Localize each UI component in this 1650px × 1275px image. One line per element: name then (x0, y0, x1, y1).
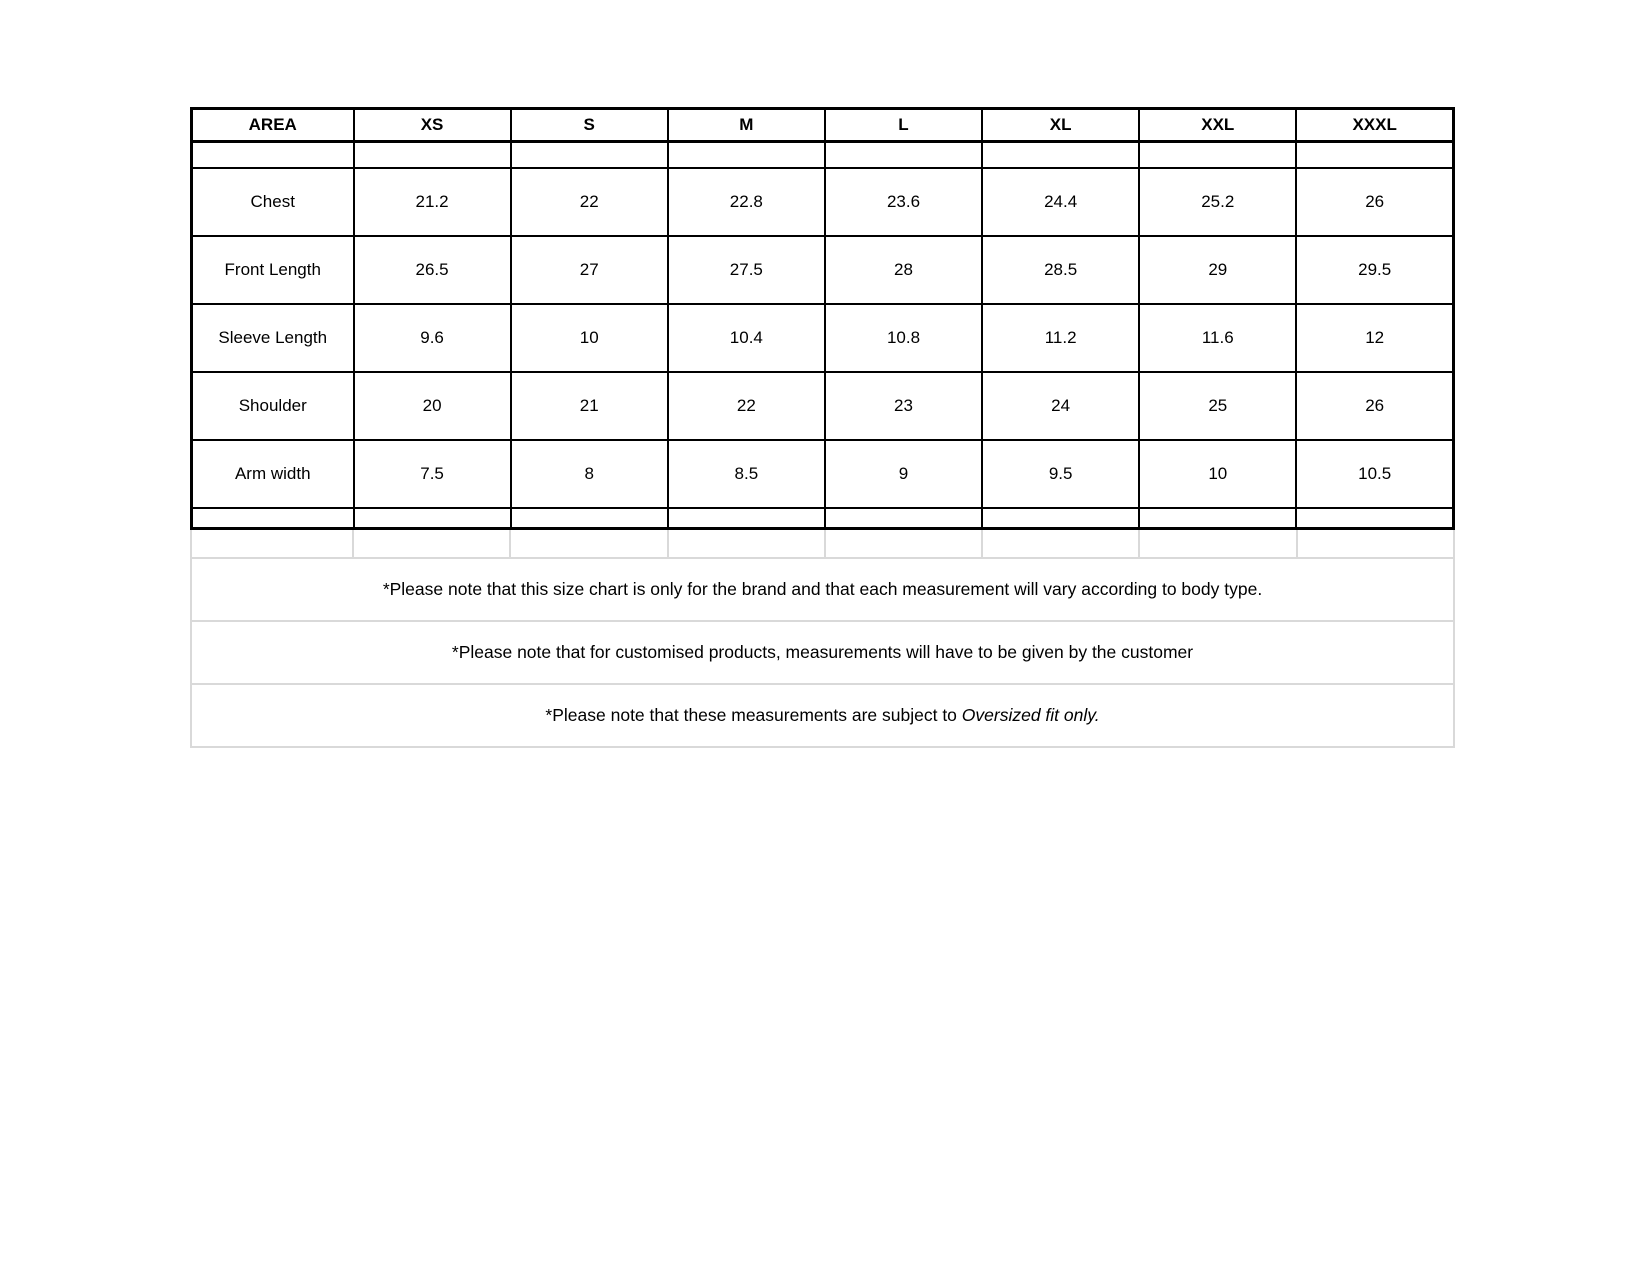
empty-grid-cell (1297, 530, 1454, 558)
cell-value: 10 (511, 304, 668, 372)
cell-value: 29 (1139, 236, 1296, 304)
cell-value: 22 (511, 168, 668, 236)
cell-value: 10.5 (1296, 440, 1453, 508)
cell-value: 24 (982, 372, 1139, 440)
column-header-xxxl: XXXL (1296, 109, 1453, 142)
cell-value: 27.5 (668, 236, 825, 304)
footnote-customised-products (190, 622, 1455, 685)
column-header-area: AREA (192, 109, 354, 142)
empty-cell (1296, 142, 1453, 169)
cell-value: 7.5 (354, 440, 511, 508)
cell-value: 9.5 (982, 440, 1139, 508)
cell-value: 23.6 (825, 168, 982, 236)
table-row-chest (192, 168, 1454, 236)
column-header-m: M (668, 109, 825, 142)
cell-value: 22 (668, 372, 825, 440)
empty-spacer-row (192, 142, 1454, 169)
cell-value: 26 (1296, 168, 1453, 236)
empty-cell (1296, 508, 1453, 529)
empty-cell (668, 508, 825, 529)
footnote-oversized-fit (190, 685, 1455, 748)
row-label: Shoulder (192, 372, 354, 440)
footnote-text-italic: Oversized fit only. (961, 705, 1100, 725)
cell-value: 8.5 (668, 440, 825, 508)
row-label: Sleeve Length (192, 304, 354, 372)
empty-grid-cell (191, 530, 353, 558)
column-header-xs: XS (354, 109, 511, 142)
size-chart-table (190, 107, 1455, 530)
column-header-s: S (511, 109, 668, 142)
footnote-text: *Please note that for customised products, measurements will have to be given by the customer (451, 642, 1194, 662)
footnote-brand-disclaimer (190, 559, 1455, 622)
cell-value: 12 (1296, 304, 1453, 372)
table-row-front-length (192, 236, 1454, 304)
cell-value: 11.2 (982, 304, 1139, 372)
spreadsheet-gridline-row (190, 530, 1455, 559)
empty-grid-cell (1139, 530, 1296, 558)
empty-cell (192, 142, 354, 169)
row-label: Chest (192, 168, 354, 236)
empty-grid-cell (982, 530, 1139, 558)
empty-grid-cell (668, 530, 825, 558)
cell-value: 29.5 (1296, 236, 1453, 304)
cell-value: 10.4 (668, 304, 825, 372)
cell-value: 8 (511, 440, 668, 508)
footnote-text: *Please note that this size chart is only for the brand and that each measurement will vary according to body type. (382, 579, 1263, 599)
empty-cell (825, 508, 982, 529)
cell-value: 21.2 (354, 168, 511, 236)
empty-cell (1139, 508, 1296, 529)
cell-value: 27 (511, 236, 668, 304)
empty-cell (192, 508, 354, 529)
cell-value: 9.6 (354, 304, 511, 372)
cell-value: 25.2 (1139, 168, 1296, 236)
cell-value: 26 (1296, 372, 1453, 440)
empty-grid-cell (825, 530, 982, 558)
empty-cell (982, 142, 1139, 169)
cell-value: 28 (825, 236, 982, 304)
cell-value: 20 (354, 372, 511, 440)
cell-value: 10 (1139, 440, 1296, 508)
table-row-shoulder (192, 372, 1454, 440)
footnote-text-prefix: *Please note that these measurements are subject to (545, 705, 962, 725)
cell-value: 25 (1139, 372, 1296, 440)
cell-value: 9 (825, 440, 982, 508)
cell-value: 24.4 (982, 168, 1139, 236)
empty-cell (354, 508, 511, 529)
cell-value: 11.6 (1139, 304, 1296, 372)
empty-cell (1139, 142, 1296, 169)
empty-cell (825, 142, 982, 169)
empty-cell (354, 142, 511, 169)
cell-value: 21 (511, 372, 668, 440)
column-header-l: L (825, 109, 982, 142)
column-header-xxl: XXL (1139, 109, 1296, 142)
empty-cell (511, 142, 668, 169)
size-chart-sheet (190, 107, 1455, 748)
row-label: Arm width (192, 440, 354, 508)
empty-cell (668, 142, 825, 169)
empty-grid-cell (353, 530, 510, 558)
empty-spacer-row (192, 508, 1454, 529)
table-row-arm-width (192, 440, 1454, 508)
cell-value: 23 (825, 372, 982, 440)
header-row (192, 109, 1454, 142)
column-header-xl: XL (982, 109, 1139, 142)
table-row-sleeve-length (192, 304, 1454, 372)
empty-cell (511, 508, 668, 529)
empty-cell (982, 508, 1139, 529)
cell-value: 22.8 (668, 168, 825, 236)
cell-value: 28.5 (982, 236, 1139, 304)
cell-value: 26.5 (354, 236, 511, 304)
row-label: Front Length (192, 236, 354, 304)
empty-grid-cell (510, 530, 667, 558)
cell-value: 10.8 (825, 304, 982, 372)
